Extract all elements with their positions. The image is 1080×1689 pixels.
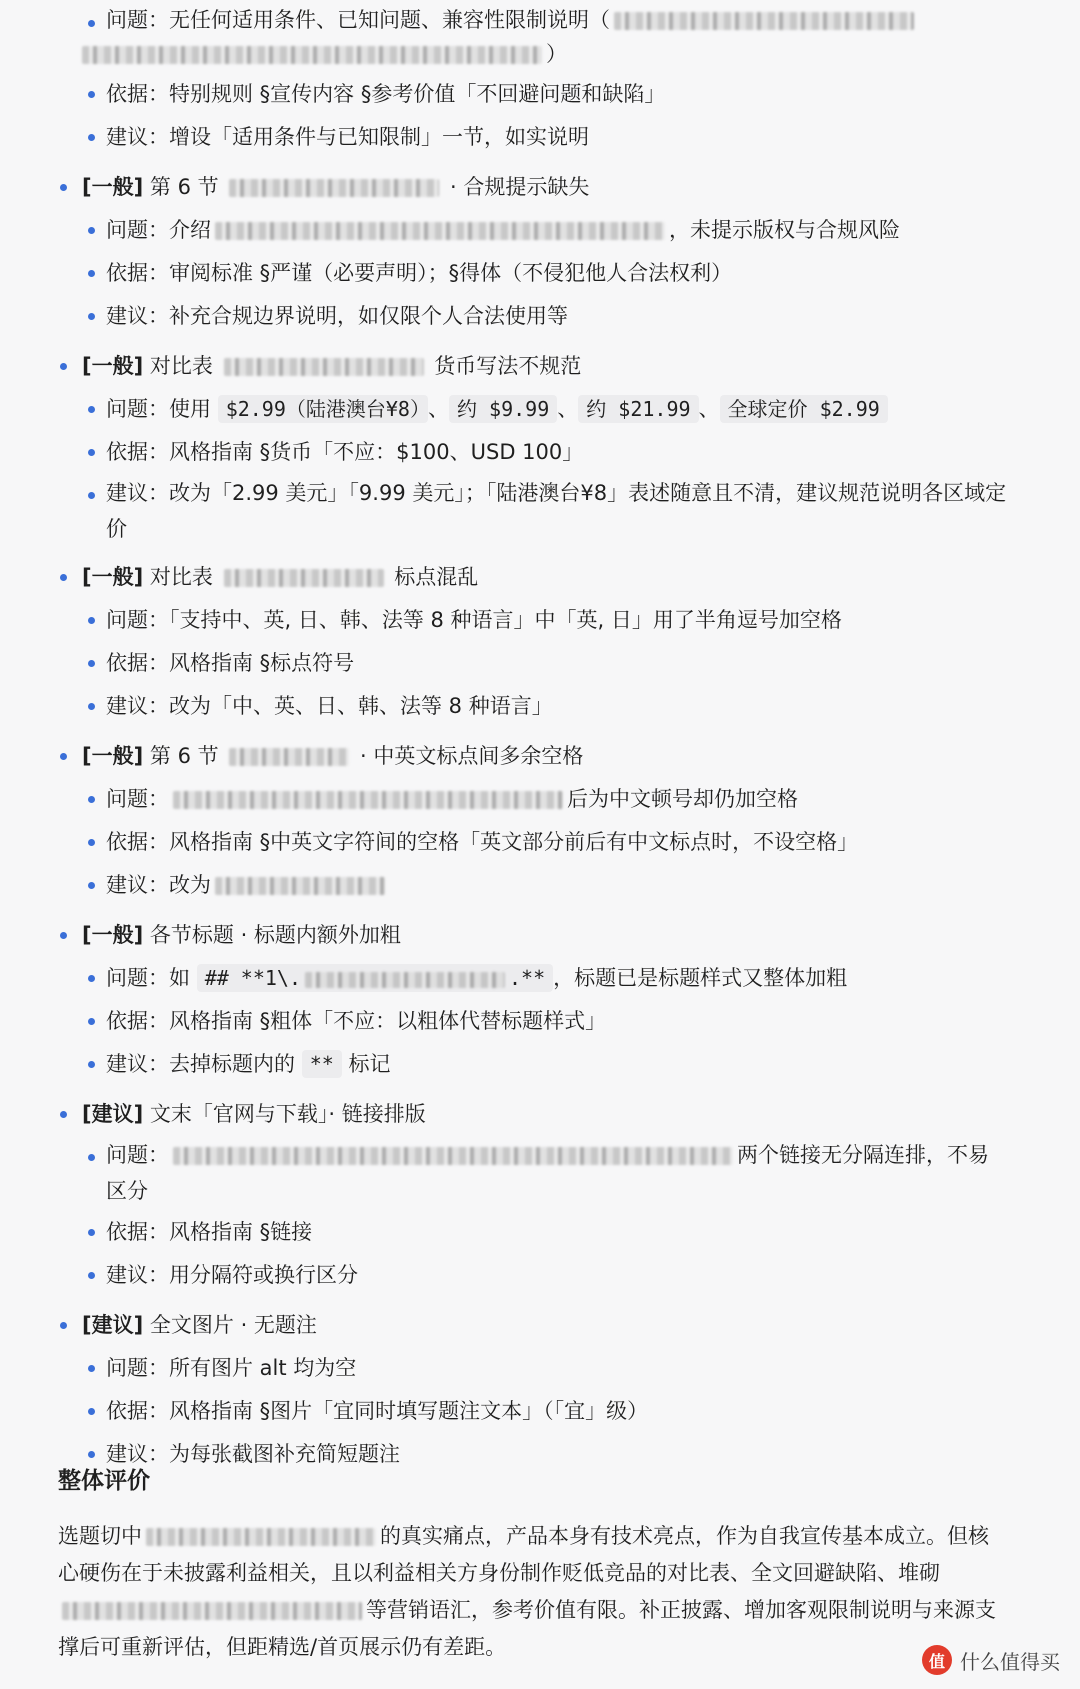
inline-code: ** (302, 1050, 342, 1078)
item-suggestion: 建议：补充合规边界说明，如仅限个人合法使用等 (82, 296, 1008, 336)
severity-tag: [一般] (82, 354, 144, 378)
item-basis: 依据：风格指南 §货币「不应：$100、USD 100」 (82, 432, 1008, 472)
top-basis: 依据：特别规则 §宣传内容 §参考价值「不回避问题和缺陷」 (82, 74, 1008, 114)
smzdm-logo-icon: 值 (922, 1645, 952, 1675)
item-heading: [建议] 文末「官网与下载」· 链接排版 (82, 1094, 1008, 1134)
redacted-text (224, 358, 424, 376)
item-suggestion: 建议：改为「中、英、日、韩、法等 8 种语言」 (82, 686, 1008, 726)
review-item (58, 1094, 1008, 1295)
redacted-text (614, 12, 914, 30)
item-issue: 问题：「支持中、英, 日、韩、法等 8 种语言」中「英, 日」用了半角逗号加空格 (82, 600, 1008, 640)
review-item (58, 736, 1008, 905)
item-heading: [建议] 全文图片 · 无题注 (82, 1305, 1008, 1345)
item-heading: [一般] 第 6 节 · 中英文标点间多余空格 (82, 736, 1008, 776)
redacted-text (173, 791, 563, 809)
item-suggestion: 建议：改为「2.99 美元」「9.99 美元」；「陆港澳台¥8」表述随意且不清，建议规范说明各区域定价 (82, 475, 1008, 547)
item-heading: [一般] 各节标题 · 标题内额外加粗 (82, 915, 1008, 955)
item-heading: [一般] 对比表 标点混乱 (82, 557, 1008, 597)
item-suggestion: 建议：改为 (82, 865, 1008, 905)
item-issue: 问题：使用 $2.99（陆港澳台¥8） 、 约 $9.99 、 约 $21.99 、 全球定价 $2.99 (82, 389, 1008, 429)
review-content (58, 0, 1008, 1477)
site-watermark (922, 1645, 1060, 1675)
severity-tag: [建议] (82, 1102, 144, 1126)
inline-code: 约 $9.99 (449, 395, 557, 423)
redacted-text (215, 877, 385, 895)
redacted-text (62, 1602, 362, 1620)
item-issue: 问题： 后为中文顿号却仍加空格 (82, 779, 1008, 819)
redacted-text (229, 179, 439, 197)
item-basis: 依据：风格指南 §链接 (82, 1212, 1008, 1252)
severity-tag: [一般] (82, 175, 144, 199)
redacted-text (146, 1528, 376, 1546)
inline-code: ## **1\. .** (197, 964, 553, 992)
item-issue: 问题： 两个链接无分隔连排，不易区分 (82, 1137, 1008, 1209)
review-item (58, 1305, 1008, 1474)
item-issue: 问题：所有图片 alt 均为空 (82, 1348, 1008, 1388)
item-suggestion: 建议：为每张截图补充简短题注 (82, 1434, 1008, 1474)
inline-code: 约 $21.99 (578, 395, 698, 423)
overall-heading: 整体评价 (58, 1468, 150, 1494)
inline-code: $2.99（陆港澳台¥8） (218, 395, 428, 423)
inline-code: 全球定价 $2.99 (720, 395, 888, 423)
redacted-text (305, 972, 505, 988)
item-suggestion: 建议：用分隔符或换行区分 (82, 1255, 1008, 1295)
item-basis: 依据：风格指南 §中英文字符间的空格「英文部分前后有中文标点时，不设空格」 (82, 822, 1008, 862)
redacted-text (224, 569, 384, 587)
severity-tag: [一般] (82, 744, 144, 768)
watermark-text: 什么值得买 (960, 1649, 1060, 1674)
item-issue: 问题：介绍 ，未提示版权与合规风险 (82, 210, 1008, 250)
item-suggestion: 建议：去掉标题内的 ** 标记 (82, 1044, 1008, 1084)
item-issue: 问题：如 ## **1\. .** ，标题已是标题样式又整体加粗 (82, 958, 1008, 998)
item-heading: [一般] 第 6 节 · 合规提示缺失 (82, 167, 1008, 207)
severity-tag: [建议] (82, 1313, 144, 1337)
redacted-text (82, 46, 542, 64)
severity-tag: [一般] (82, 565, 144, 589)
review-item (58, 346, 1008, 547)
overall-paragraph: 选题切中 的真实痛点，产品本身有技术亮点，作为自我宣传基本成立。但核心硬伤在于未披露利益相关，且以利益相关方身份制作贬低竞品的对比表、全文回避缺陷、堆砌等营销语汇，参考价值有限。补正披露、增加客观限制说明与来源支撑后可重新评估，但距精选/首页展示仍有差距。 (58, 1524, 996, 1659)
item-basis: 依据：风格指南 §粗体「不应：以粗体代替标题样式」 (82, 1001, 1008, 1041)
item-basis: 依据：风格指南 §图片「宜同时填写题注文本」（「宜」级） (82, 1391, 1008, 1431)
redacted-text (173, 1147, 733, 1165)
top-issue: 问题：无任何适用条件、已知问题、兼容性限制说明（ ） (82, 3, 1008, 71)
review-item (58, 915, 1008, 1084)
item-basis: 依据：风格指南 §标点符号 (82, 643, 1008, 683)
review-item (58, 167, 1008, 336)
item-heading: [一般] 对比表 货币写法不规范 (82, 346, 1008, 386)
top-suggestion: 建议：增设「适用条件与已知限制」一节，如实说明 (82, 117, 1008, 157)
severity-tag: [一般] (82, 923, 144, 947)
review-item (58, 557, 1008, 726)
redacted-text (215, 222, 665, 240)
item-basis: 依据：审阅标准 §严谨（必要声明）；§得体（不侵犯他人合法权利） (82, 253, 1008, 293)
redacted-text (229, 748, 349, 766)
